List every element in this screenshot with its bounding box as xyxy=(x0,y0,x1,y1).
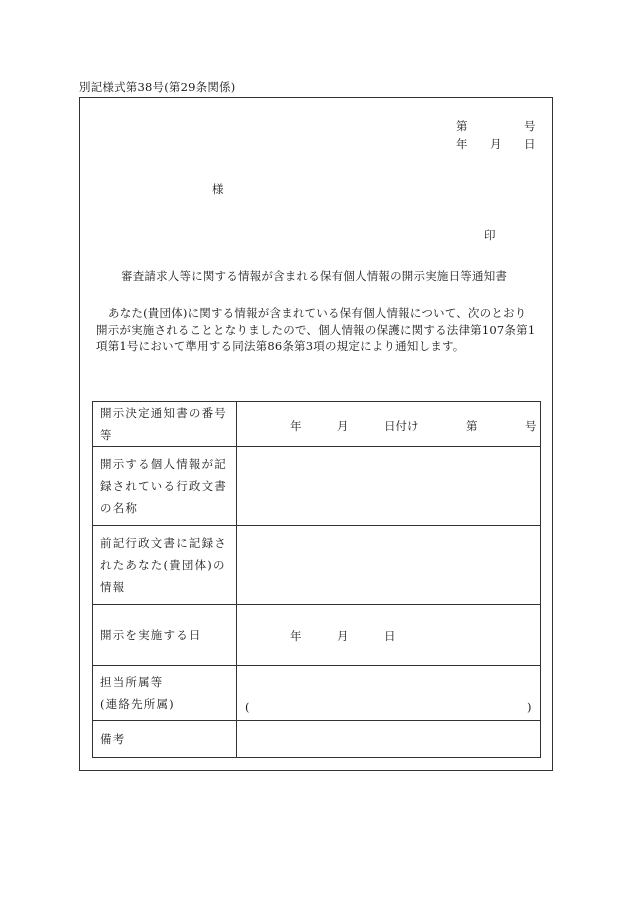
label-line: 録されている行政文書 xyxy=(100,479,227,493)
table-row-recorded-information xyxy=(93,526,541,605)
form-number-label: 別記様式第38号(第29条関係) xyxy=(79,80,236,94)
label-line: (連絡先所属) xyxy=(100,697,175,711)
paren-close: ) xyxy=(527,700,532,714)
row-label xyxy=(93,447,237,526)
year-label: 年 xyxy=(290,629,302,643)
disclosure-date-field[interactable] xyxy=(237,605,541,666)
label-line: 開示決定通知書の番号 xyxy=(100,406,227,420)
label-line: 開示する個人情報が記 xyxy=(100,457,227,471)
issue-day-label: 日 xyxy=(524,137,536,151)
date-suffix-label: 日付け xyxy=(384,419,419,433)
label-line: 開示を実施する日 xyxy=(100,628,202,642)
recorded-information-field[interactable] xyxy=(237,526,541,605)
label-line: れたあなた(貴団体)の xyxy=(100,558,226,572)
remarks-field[interactable] xyxy=(237,721,541,758)
document-name-field[interactable] xyxy=(237,447,541,526)
month-label: 月 xyxy=(337,629,349,643)
table-row-contact-department xyxy=(93,666,541,721)
addressee-honorific: 様 xyxy=(212,182,224,196)
label-line: 担当所属等 xyxy=(100,675,164,689)
contact-department-field[interactable] xyxy=(237,666,541,721)
number-prefix-label: 第 xyxy=(466,419,478,433)
body-line: あなた(貴団体)に関する情報が含まれている保有個人情報について、次のとおり xyxy=(108,306,527,320)
row-label xyxy=(93,526,237,605)
label-line: 等 xyxy=(100,428,113,442)
row-label xyxy=(93,666,237,721)
label-line: 前記行政文書に記録さ xyxy=(100,536,227,550)
information-table xyxy=(92,401,541,758)
paren-open: ( xyxy=(245,700,250,714)
row-label xyxy=(93,605,237,666)
label-line: の名称 xyxy=(100,501,139,515)
day-label: 日 xyxy=(384,629,396,643)
table-row-disclosure-date xyxy=(93,605,541,666)
label-line: 備考 xyxy=(100,732,126,746)
decision-notice-number-field[interactable] xyxy=(237,402,541,447)
body-line: 開示が実施されることとなりましたので、個人情報の保護に関する法律第107条第1 xyxy=(96,322,536,337)
document-number-prefix: 第 xyxy=(456,119,468,133)
row-label xyxy=(93,402,237,447)
month-label: 月 xyxy=(337,419,349,433)
seal-mark: 印 xyxy=(484,228,496,242)
notice-title: 審査請求人等に関する情報が含まれる保有個人情報の開示実施日等通知書 xyxy=(121,269,508,283)
row-label xyxy=(93,721,237,758)
issue-year-label: 年 xyxy=(456,137,468,151)
document-number-suffix: 号 xyxy=(524,119,536,133)
notice-body xyxy=(96,305,538,355)
body-line: 項第1号において準用する同法第86条第3項の規定により通知します。 xyxy=(96,339,465,353)
label-line: 情報 xyxy=(100,580,126,594)
table-row-decision-notice-number xyxy=(93,402,541,447)
number-suffix-label: 号 xyxy=(525,419,537,433)
year-label: 年 xyxy=(290,419,302,433)
issue-month-label: 月 xyxy=(490,137,502,151)
table-row-remarks xyxy=(93,721,541,758)
table-row-document-name xyxy=(93,447,541,526)
